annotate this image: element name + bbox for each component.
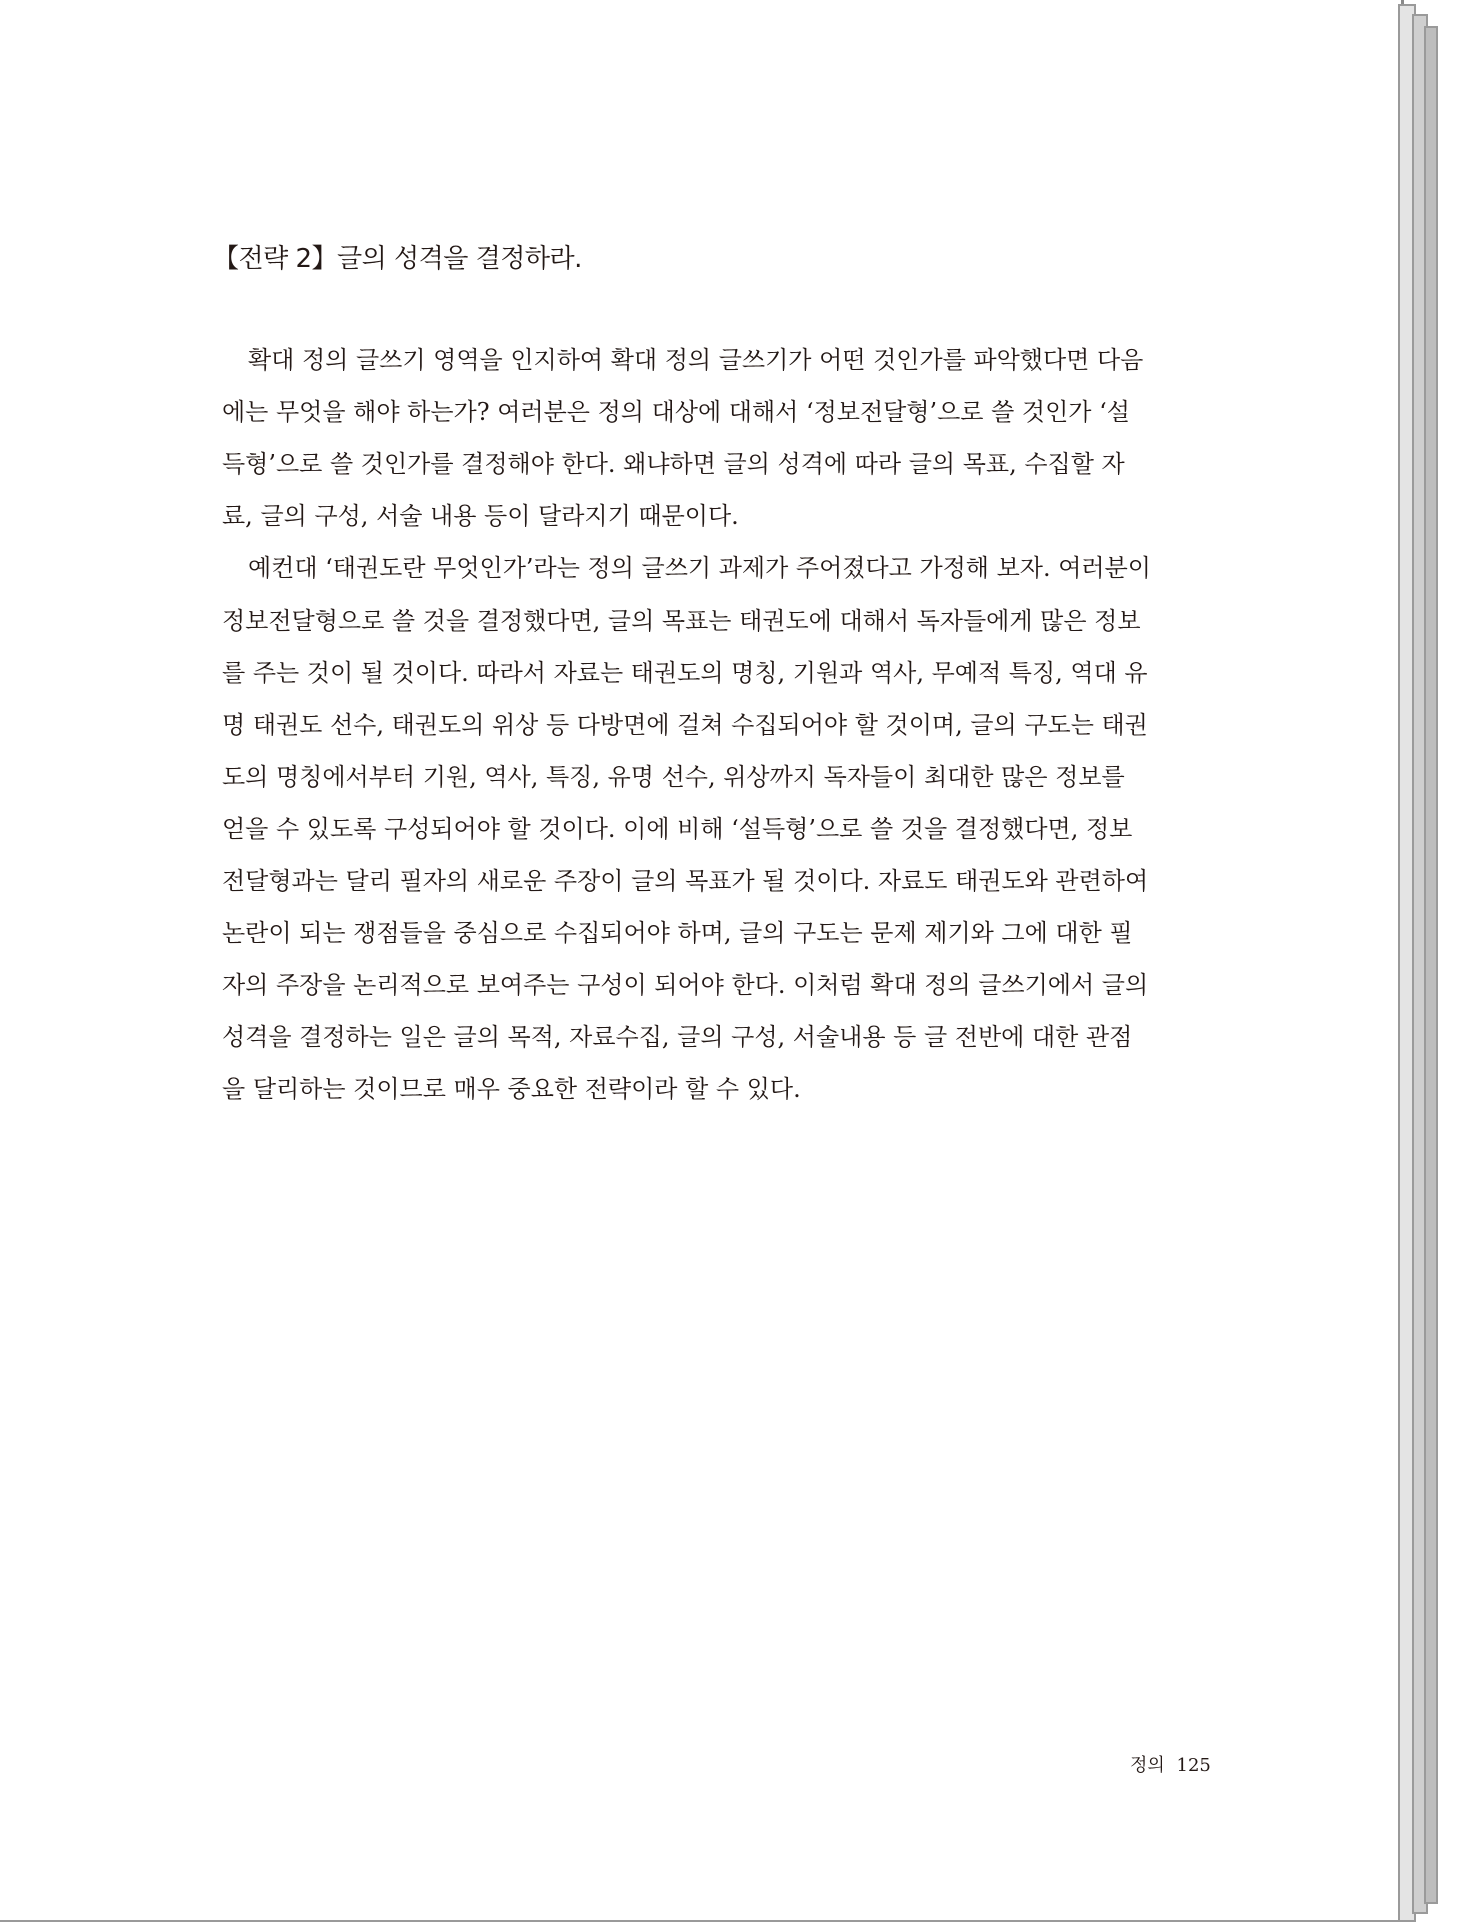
- paragraph-2-line-2: 정보전달형으로 쓸 것을 결정했다면, 글의 목표는 태권도에 대해서 독자들에게 많은 정보: [222, 607, 1141, 635]
- section-heading: 【전략 2】글의 성격을 결정하라.: [213, 244, 582, 274]
- page-edge: [1424, 26, 1438, 1904]
- paragraph-2-line-4: 명 태권도 선수, 태권도의 위상 등 다방면에 걸쳐 수집되어야 할 것이며, 글의 구도는 태권: [222, 711, 1148, 739]
- paragraph-2-line-1: 예컨대 ‘태권도란 무엇인가’라는 정의 글쓰기 과제가 주어졌다고 가정해 보자. 여러분이: [248, 554, 1151, 582]
- paragraph-2-line-11: 을 달리하는 것이므로 매우 중요한 전략이라 할 수 있다.: [222, 1075, 801, 1103]
- paragraph-1-line-4: 료, 글의 구성, 서술 내용 등이 달라지기 때문이다.: [222, 502, 739, 530]
- paragraph-2-line-3: 를 주는 것이 될 것이다. 따라서 자료는 태권도의 명칭, 기원과 역사, 무예적 특징, 역대 유: [222, 659, 1148, 687]
- paragraph-1-line-3: 득형’으로 쓸 것인가를 결정해야 한다. 왜냐하면 글의 성격에 따라 글의 목표, 수집할 자: [222, 450, 1125, 478]
- paragraph-1-line-2: 에는 무엇을 해야 하는가? 여러분은 정의 대상에 대해서 ‘정보전달형’으로 쓸 것인가 ‘설: [222, 398, 1130, 426]
- paragraph-2-line-9: 자의 주장을 논리적으로 보여주는 구성이 되어야 한다. 이처럼 확대 정의 글쓰기에서 글의: [222, 971, 1149, 999]
- paragraph-2-line-10: 성격을 결정하는 일은 글의 목적, 자료수집, 글의 구성, 서술내용 등 글 전반에 대한 관점: [222, 1023, 1133, 1051]
- footer-chapter: 정의: [1130, 1755, 1165, 1776]
- paragraph-2-line-8: 논란이 되는 쟁점들을 중심으로 수집되어야 하며, 글의 구도는 문제 제기와 그에 대한 필: [222, 919, 1133, 947]
- paragraph-2-line-5: 도의 명칭에서부터 기원, 역사, 특징, 유명 선수, 위상까지 독자들이 최대한 많은 정보를: [222, 763, 1125, 791]
- page-edge-stack: [1398, 0, 1438, 1926]
- paragraph-2-line-6: 얻을 수 있도록 구성되어야 할 것이다. 이에 비해 ‘설득형’으로 쓸 것을 결정했다면, 정보: [222, 815, 1133, 843]
- page-number: 125: [1176, 1755, 1211, 1776]
- paragraph-1-line-1: 확대 정의 글쓰기 영역을 인지하여 확대 정의 글쓰기가 어떤 것인가를 파악했다면 다음: [248, 346, 1144, 374]
- page-footer: [1130, 1751, 1217, 1777]
- paragraph-2-line-7: 전달형과는 달리 필자의 새로운 주장이 글의 목표가 될 것이다. 자료도 태권도와 관련하여: [222, 867, 1149, 895]
